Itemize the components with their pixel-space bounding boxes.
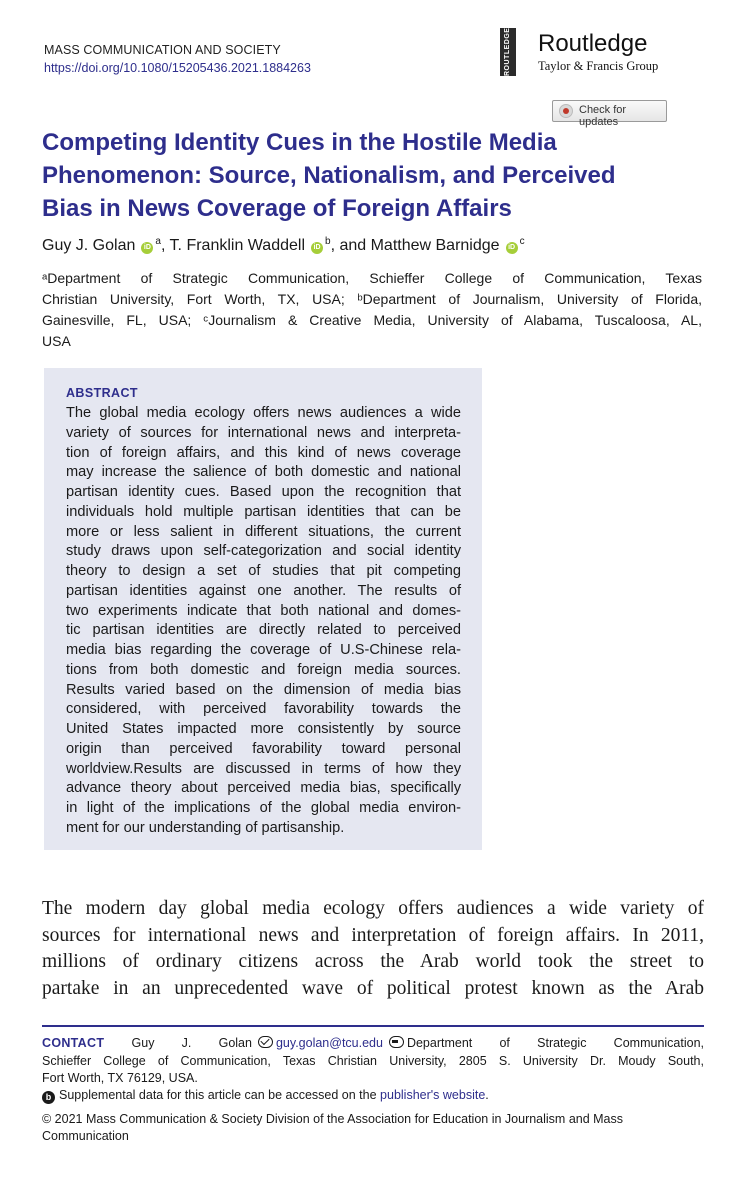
body-line: sources for international news and interpretation of foreign affairs. In 2011,: [42, 924, 704, 946]
copyright: [42, 1111, 704, 1144]
supplemental-icon: b: [42, 1091, 55, 1104]
supplemental-text: Supplemental data for this article can be accessed on the: [59, 1088, 377, 1102]
abstract-heading: ABSTRACT: [66, 386, 138, 400]
check-for-updates-label: Check for updates: [579, 104, 627, 128]
abstract-line: advance theory about perceived media bias, specifically: [66, 780, 461, 797]
abstract-line: media bias regarding the coverage of U.S-Chinese rela-: [66, 642, 461, 658]
orcid-icon[interactable]: iD: [141, 242, 153, 254]
check-for-updates-button[interactable]: [552, 100, 667, 128]
contact-block: [42, 1035, 704, 1088]
abstract-line: variety of sources for international news and interpreta-: [66, 424, 461, 441]
body-line: The modern day global media ecology offers audiences a wide variety of: [42, 898, 704, 919]
address-icon: [389, 1036, 404, 1048]
abstract-line: considered, with perceived favorability towards the: [66, 701, 461, 718]
affiliation-line: USA: [42, 333, 71, 349]
body-paragraph: [42, 896, 704, 1002]
abstract-line: partisan identity cues. Based upon the recognition that: [66, 484, 461, 500]
author-affil-sup: c: [519, 236, 525, 247]
abstract-line: worldview.Results are discussed in terms of how they: [66, 760, 461, 777]
author-separator: , and: [330, 237, 371, 254]
supplemental-end: .: [485, 1088, 489, 1102]
abstract-line: two experiments indicate that both national and domes-: [66, 602, 461, 619]
abstract-line: The global media ecology offers news audiences a wide: [66, 405, 461, 421]
abstract-line: origin than perceived favorability toward personal: [66, 740, 461, 757]
abstract-line: more or less salient in different situations, the current: [66, 523, 461, 540]
abstract-line: partisan identities against one another. The results of: [66, 582, 461, 599]
copyright-line: © 2021 Mass Communication & Society Division of the Association for Education in Journalism and Mass: [42, 1112, 624, 1126]
contact-line: [42, 1035, 704, 1053]
supplemental-note: [42, 1087, 489, 1105]
crossmark-icon: [559, 104, 573, 118]
journal-name: MASS COMMUNICATION AND SOCIETY: [44, 43, 281, 57]
address-line: Department of Strategic Communication,: [406, 1036, 704, 1050]
orcid-icon[interactable]: iD: [311, 242, 323, 254]
abstract-line: United States impacted more consistently by source: [66, 721, 461, 737]
contact-line: Schieffer College of Communication, Texas Christian University, 2805 S. University Dr. Moudy South,: [42, 1053, 704, 1068]
abstract-line: in light of the implications of the global media environ-: [66, 800, 461, 816]
contact-name: Guy J. Golan: [131, 1036, 252, 1050]
abstract-body: [66, 404, 461, 839]
author-separator: ,: [160, 237, 170, 254]
author-name[interactable]: T. Franklin Waddell: [169, 237, 305, 254]
affiliation-line: Christian University, Fort Worth, TX, USA; ᵇDepartment of Journalism, University of Florida,: [42, 291, 702, 307]
publisher-name: Routledge: [538, 30, 648, 57]
doi-link[interactable]: https://doi.org/10.1080/15205436.2021.1884263: [44, 61, 311, 75]
contact-label: CONTACT: [42, 1036, 105, 1050]
email-link[interactable]: guy.golan@tcu.edu: [275, 1036, 383, 1050]
author-name[interactable]: Guy J. Golan: [42, 237, 136, 254]
body-line: millions of ordinary citizens across the Arab world took the street to: [42, 951, 704, 972]
title-line: Bias in News Coverage of Foreign Affairs: [42, 195, 512, 222]
copyright-line: Communication: [42, 1128, 129, 1143]
abstract-line: ment for our understanding of partisanship.: [66, 819, 345, 836]
article-title: [42, 126, 702, 225]
footnote-divider: [42, 1025, 704, 1027]
publisher-subtitle: Taylor & Francis Group: [538, 59, 659, 73]
author-name[interactable]: Matthew Barnidge: [370, 237, 500, 254]
abstract-line: individuals hold multiple partisan identities that can be: [66, 503, 461, 520]
email-icon: [258, 1036, 273, 1048]
body-line: partake in an unprecedented wave of political protest known as the Arab: [42, 977, 704, 999]
abstract-line: Results varied based on the dimension of media bias: [66, 681, 461, 698]
publisher-logo: [500, 28, 700, 78]
publisher-website-link[interactable]: publisher's website: [380, 1088, 486, 1102]
abstract-line: tion of foreign affairs, and this kind of news coverage: [66, 444, 461, 461]
orcid-icon[interactable]: iD: [506, 242, 518, 254]
abstract-line: tic partisan identities are directly related to perceived: [66, 622, 461, 639]
affiliation-line: Gainesville, FL, USA; ᶜJournalism & Creative Media, University of Alabama, Tuscaloosa, AL,: [42, 312, 702, 328]
abstract-line: tions from both domestic and foreign media sources.: [66, 661, 461, 678]
routledge-mark-icon: ROUTLEDGE: [500, 28, 516, 76]
title-line: Phenomenon: Source, Nationalism, and Perceived: [42, 162, 616, 189]
affiliations: [42, 268, 702, 352]
author-affil-sup: b: [325, 236, 331, 247]
abstract-line: study draws upon self-categorization and social identity: [66, 543, 461, 560]
title-line: Competing Identity Cues in the Hostile Media: [42, 129, 557, 156]
abstract-line: may increase the salience of both domestic and national: [66, 464, 461, 481]
author-list: [42, 231, 702, 257]
abstract-line: theory to design a set of studies that pit competing: [66, 563, 461, 579]
author-affil-sup: a: [155, 236, 161, 247]
affiliation-line: ᵃDepartment of Strategic Communication, Schieffer College of Communication, Texas: [42, 270, 702, 286]
contact-line: Fort Worth, TX 76129, USA.: [42, 1071, 198, 1085]
